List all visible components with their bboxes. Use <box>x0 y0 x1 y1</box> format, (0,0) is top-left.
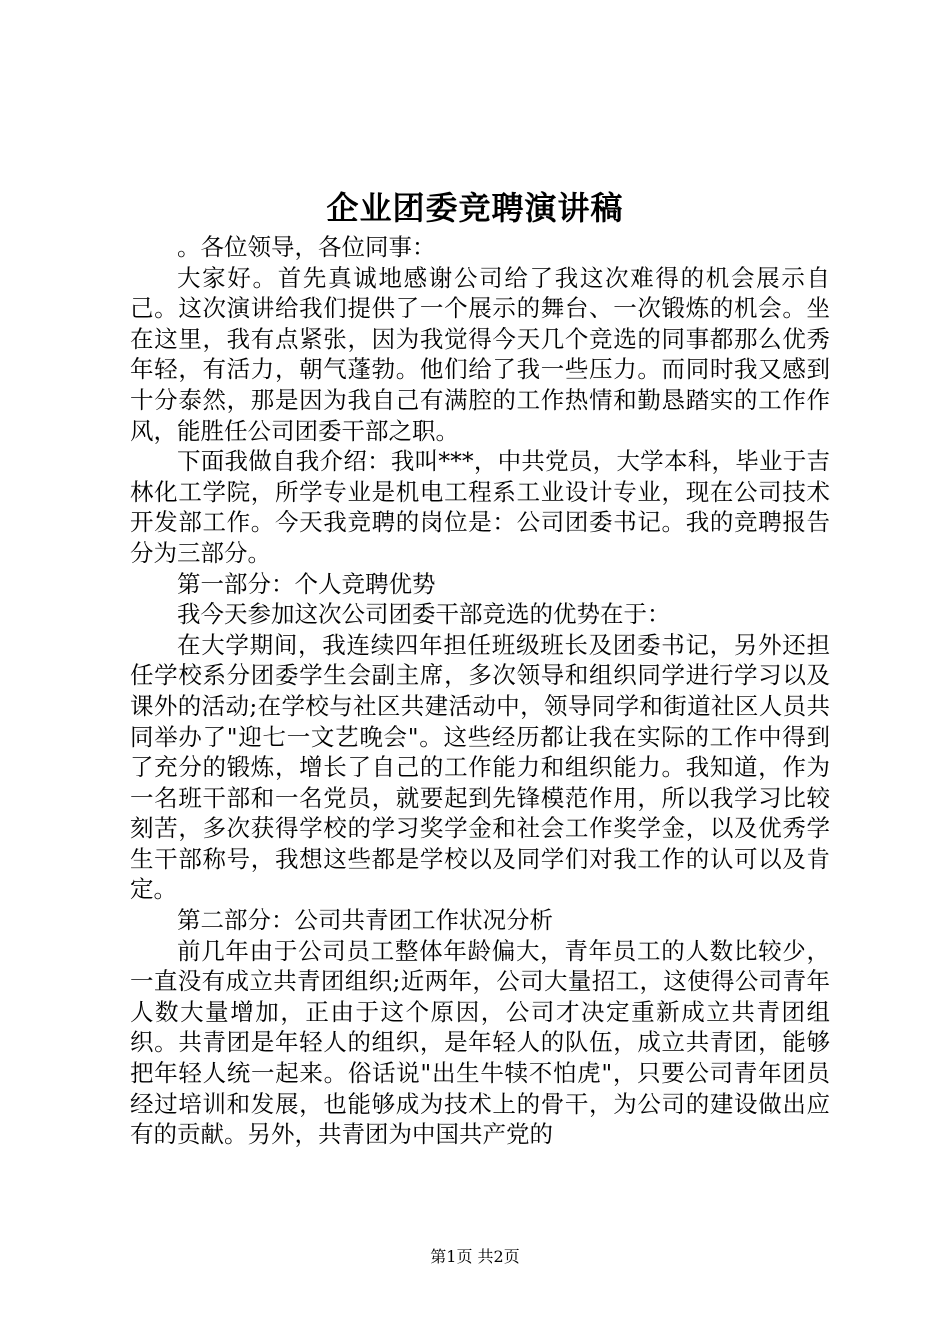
paragraph-advantages-intro: 我今天参加这次公司团委干部竞选的优势在于： <box>177 600 671 629</box>
paragraph-university-experience: 在大学期间，我连续四年担任班级班长及团委书记，另外还担任学校系分团委学生会副主席，多次领导和组织同学进行学习以及课外的活动;在学校与社区共建活动中，领导同学和街道社区人员共同举办了"迎七一文艺晚会"。这些经历都让我在实际的工作中得到了充分的锻炼，增长了自己的工作能力和组织能力。我知道，作为一名班干部和一名党员，就要起到先锋模范作用，所以我学习比较刻苦，多次获得学校的学习奖学金和社会工作奖学金，以及优秀学生干部称号，我想这些都是学校以及同学们对我工作的认可以及肯定。 <box>130 630 830 904</box>
paragraph-youth-league-analysis: 前几年由于公司员工整体年龄偏大，青年员工的人数比较少，一直没有成立共青团组织;近两年，公司大量招工，这使得公司青年人数大量增加，正由于这个原因，公司才决定重新成立共青团组织。共青团是年轻人的组织，是年轻人的队伍，成立共青团，能够把年轻人统一起来。俗话说"出生牛犊不怕虎"，只要公司青年团员经过培训和发展，也能够成为技术上的骨干，为公司的建设做出应有的贡献。另外，共青团为中国共产党的 <box>130 936 830 1149</box>
paragraph-salutation: 。各位领导，各位同事： <box>177 233 436 261</box>
section-heading-part-one: 第一部分：个人竞聘优势 <box>177 569 436 598</box>
section-heading-part-two: 第二部分：公司共青团工作状况分析 <box>177 906 553 935</box>
document-body <box>130 232 830 1150</box>
page-footer: 第1页 共2页 <box>430 1247 520 1266</box>
paragraph-self-intro: 下面我做自我介绍：我叫***，中共党员，大学本科，毕业于吉林化工学院，所学专业是机电工程系工业设计专业，现在公司技术开发部工作。今天我竞聘的岗位是：公司团委书记。我的竞聘报告分为三部分。 <box>130 447 830 567</box>
document-title: 企业团委竞聘演讲稿 <box>326 189 624 227</box>
paragraph-greeting: 大家好。首先真诚地感谢公司给了我这次难得的机会展示自己。这次演讲给我们提供了一个展示的舞台、一次锻炼的机会。坐在这里，我有点紧张，因为我觉得今天几个竞选的同事都那么优秀年轻，有活力，朝气蓬勃。他们给了我一些压力。而同时我又感到十分泰然，那是因为我自己有满腔的工作热情和勤恳踏实的工作作风，能胜任公司团委干部之职。 <box>130 263 830 445</box>
